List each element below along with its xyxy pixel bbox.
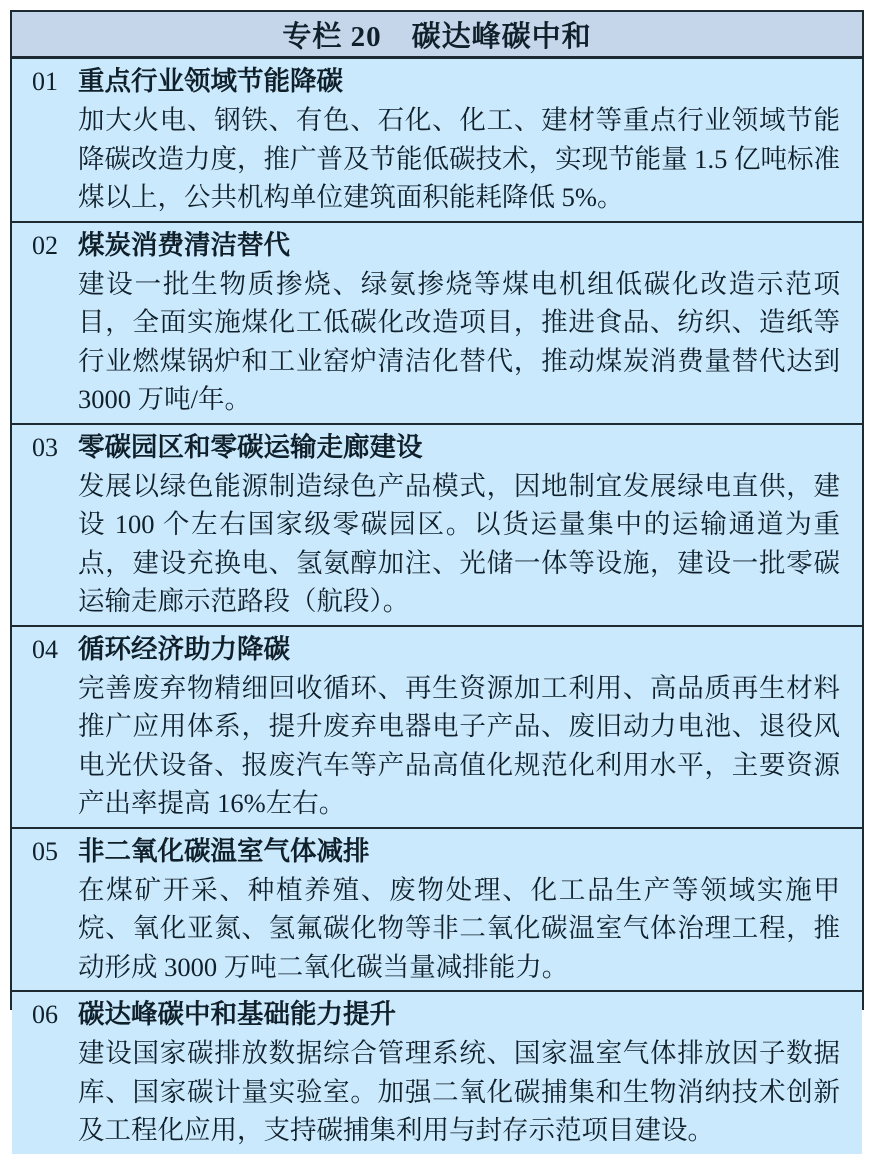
section-row-05 — [12, 829, 862, 993]
section-title: 非二氧化碳温室气体减排 — [78, 835, 370, 866]
section-number: 01 — [32, 67, 58, 96]
section-body-text: 建设一批生物质掺烧、绿氨掺烧等煤电机组低碳化改造示范项目，全面实施煤化工低碳化改造项目，推进食品、纺织、造纸等行业燃煤锅炉和工业窑炉清洁化替代，推动煤炭消费量替代达到 3000 万吨/年。 — [78, 268, 840, 414]
table-title: 专栏 20 碳达峰碳中和 — [12, 12, 862, 59]
section-body-text: 完善废弃物精细回收循环、再生资源加工利用、高品质再生材料推广应用体系，提升废弃电器电子产品、废旧动力电池、退役风电光伏设备、报废汽车等产品高值化规范化利用水平，主要资源产出率提高 16%左右。 — [78, 672, 840, 818]
section-heading — [12, 995, 862, 1034]
section-title: 煤炭消费清洁替代 — [78, 229, 290, 260]
section-row-03 — [12, 425, 862, 627]
section-title: 循环经济助力降碳 — [78, 633, 290, 664]
section-body-text: 加大火电、钢铁、有色、石化、化工、建材等重点行业领域节能降碳改造力度，推广普及节能低碳技术，实现节能量 1.5 亿吨标准煤以上，公共机构单位建筑面积能耗降低 5%。 — [78, 105, 840, 212]
section-title: 碳达峰碳中和基础能力提升 — [78, 999, 396, 1029]
section-row-04 — [12, 627, 862, 829]
section-number: 06 — [32, 1000, 58, 1029]
policy-box-table — [10, 10, 864, 1145]
section-heading — [12, 428, 862, 467]
section-heading — [12, 62, 862, 101]
section-number: 05 — [32, 836, 58, 866]
section-body-text: 发展以绿色能源制造绿色产品模式，因地制宜发展绿电直供，建设 100 个左右国家级零碳园区。以货运量集中的运输通道为重点，建设充换电、氢氨醇加注、光储一体等设施，建设一批零碳运输走廊示范路段（航段）。 — [78, 470, 840, 616]
section-number: 03 — [32, 432, 58, 462]
section-heading — [12, 832, 862, 871]
table-body — [12, 59, 862, 1154]
section-heading — [12, 630, 862, 669]
section-number: 02 — [32, 230, 58, 260]
section-number: 04 — [32, 634, 58, 664]
section-title: 零碳园区和零碳运输走廊建设 — [78, 431, 423, 462]
section-body-text: 在煤矿开采、种植养殖、废物处理、化工品生产等领域实施甲烷、氧化亚氮、氢氟碳化物等非二氧化碳温室气体治理工程，推动形成 3000 万吨二氧化碳当量减排能力。 — [78, 874, 840, 982]
section-title: 重点行业领域节能降碳 — [78, 66, 343, 96]
section-row-06 — [12, 992, 862, 1154]
section-heading — [12, 226, 862, 265]
section-row-01 — [12, 59, 862, 223]
section-row-02 — [12, 223, 862, 425]
section-body-text: 建设国家碳排放数据综合管理系统、国家温室气体排放因子数据库、国家碳计量实验室。加强二氧化碳捕集和生物消纳技术创新及工程化应用，支持碳捕集利用与封存示范项目建设。 — [78, 1038, 840, 1145]
